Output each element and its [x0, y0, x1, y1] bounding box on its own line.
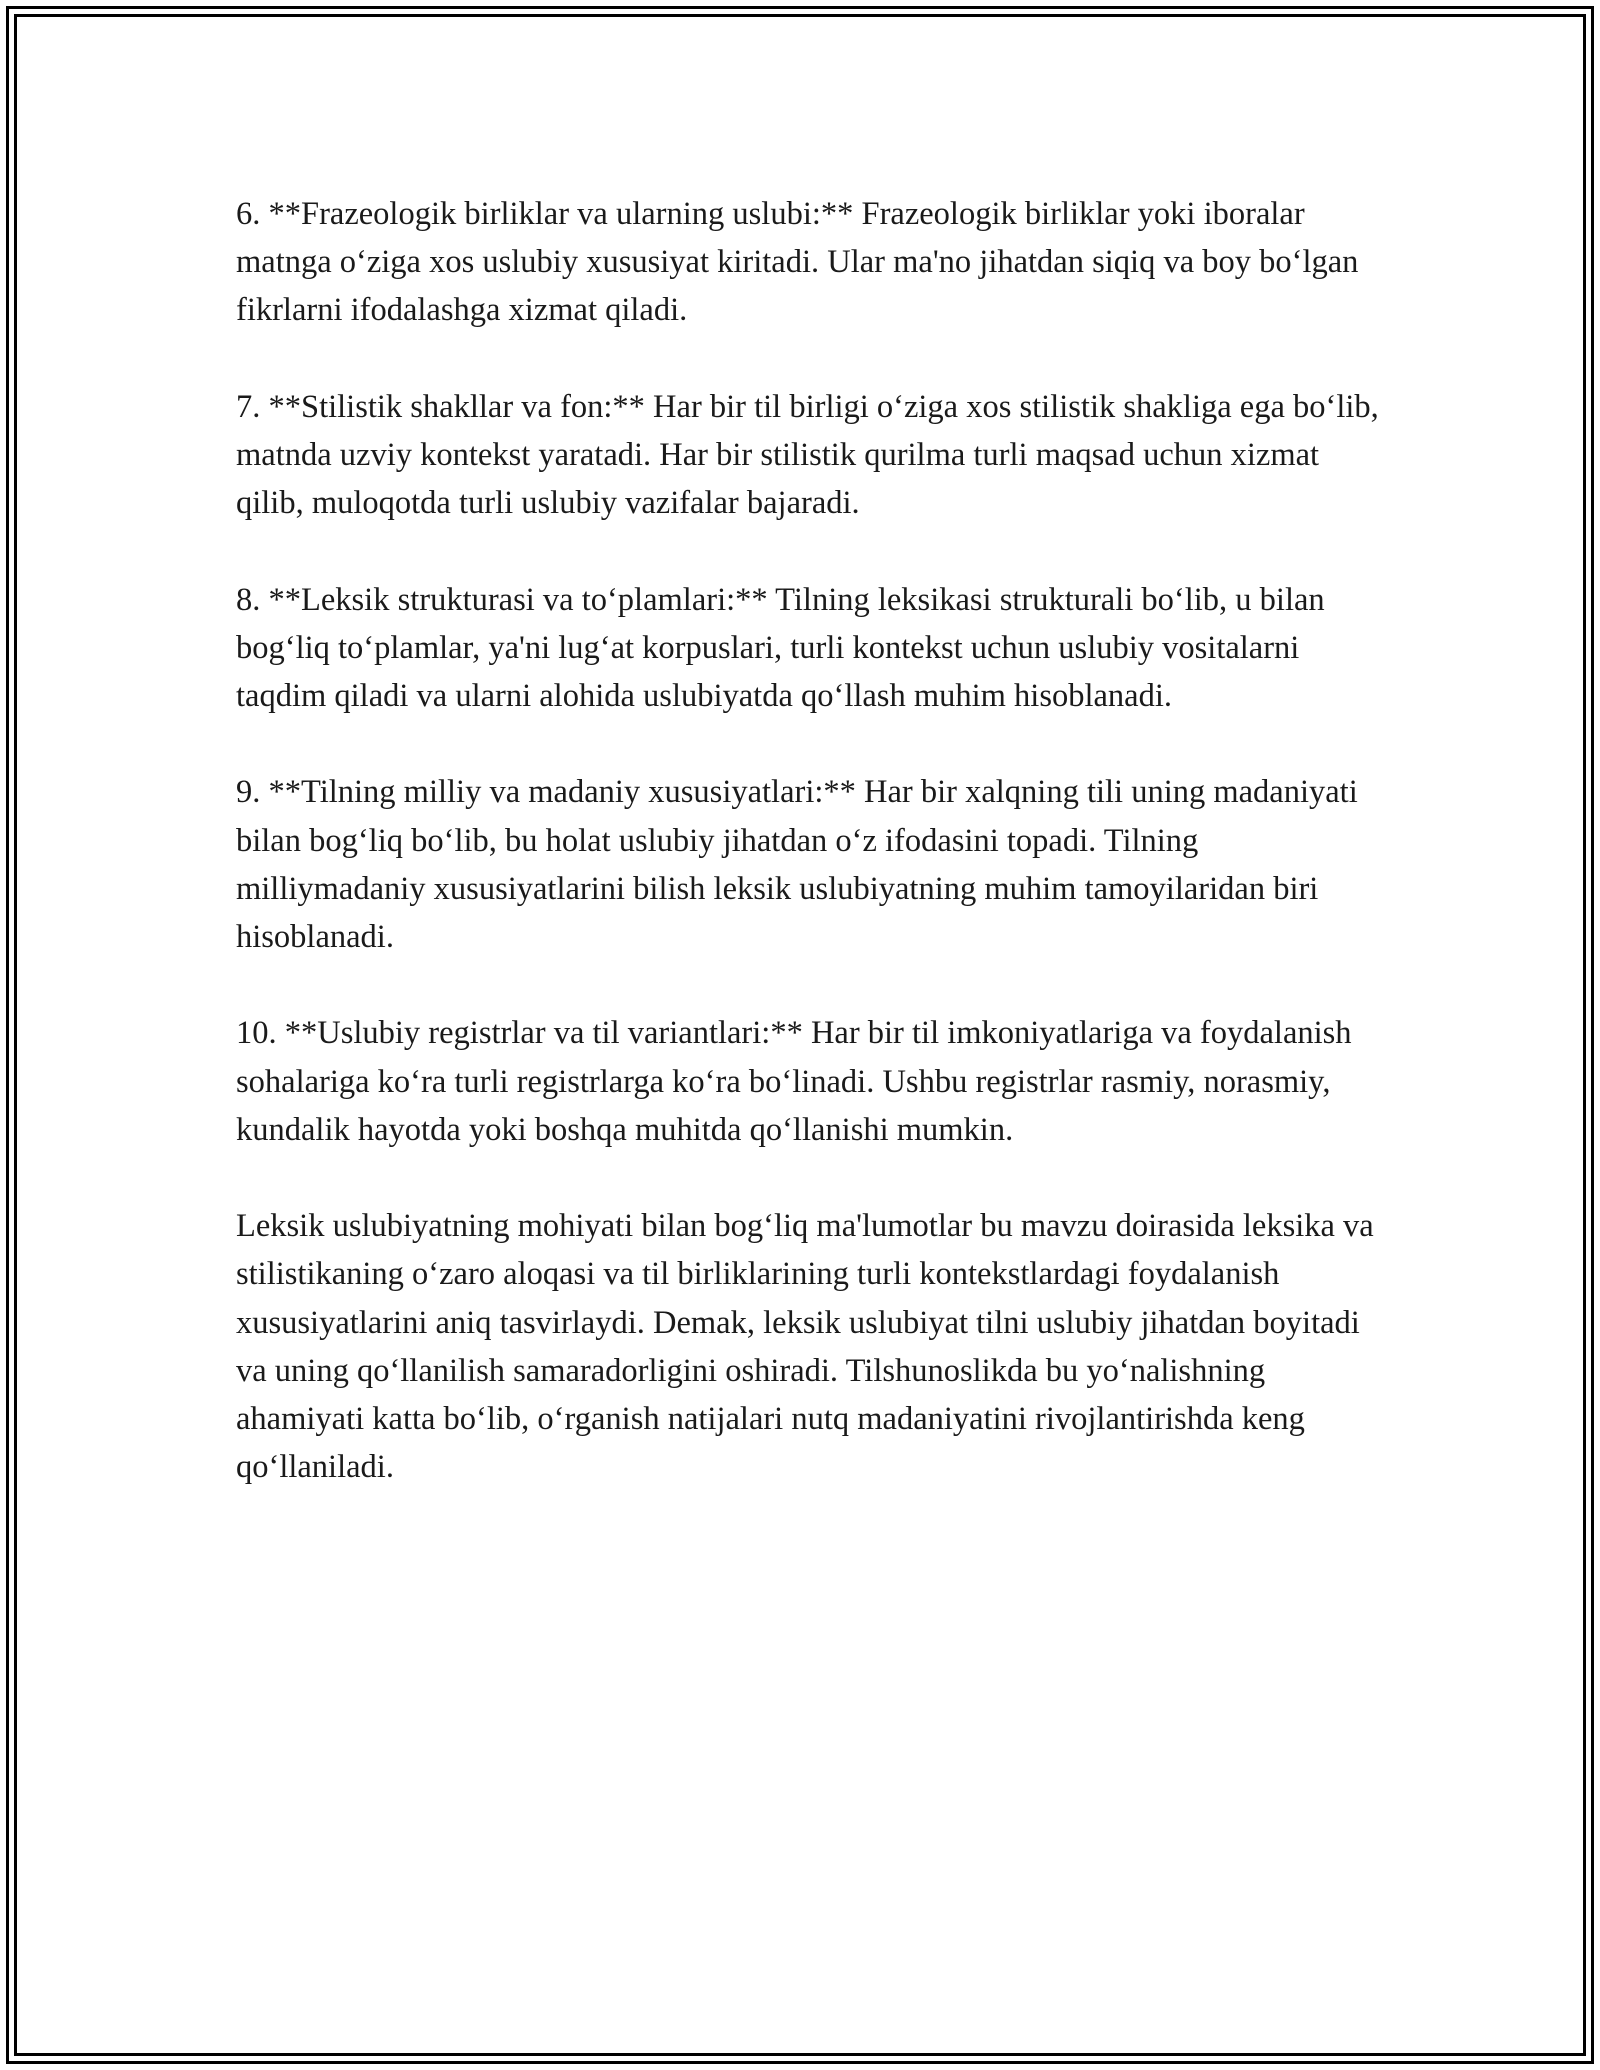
- paragraph-stilistik-shakllar: 7. **Stilistik shakllar va fon:** Har bir til birligi o‘ziga xos stilistik shakliga ega bo‘lib, matnda uzviy kontekst yaratadi. Har bir stilistik qurilma turli maqsad uchun xizmat qilib, muloqotda turli uslubiy vazifalar bajaradi.: [236, 388, 1379, 522]
- paragraph-uslubiy-registrlar: 10. **Uslubiy registrlar va til variantlari:** Har bir til imkoniyatlariga va foydalanish sohalariga ko‘ra turli registrlarga ko‘ra bo‘linadi. Ushbu registrlar rasmiy, norasmiy, kundalik hayotda yoki boshqa muhitda qo‘llanishi mumkin.: [236, 1015, 1352, 1148]
- paragraph-frazeologik-birliklar: 6. **Frazeologik birliklar va ularning uslubi:** Frazeologik birliklar yoki iboralar matnga o‘ziga xos uslubiy xususiyat kiritadi. Ular ma'no jihatdan siqiq va boy bo‘lgan fikrlarni ifodalashga xizmat qiladi.: [236, 196, 1359, 329]
- paragraph-conclusion: Leksik uslubiyatning mohiyati bilan bog‘liq ma'lumotlar bu mavzu doirasida leksika va stilistikaning o‘zaro aloqasi va til birliklarining turli kontekstlardagi foydalanish xususiyatlarini aniq tasvirlaydi. Demak, leksik uslubiyat tilni uslubiy jihatdan boyitadi va uning qo‘llanilish samaradorligini oshiradi. Tilshunoslikda bu yo‘nalishning ahamiyati katta bo‘lib, o‘rganish natijalari nutq madaniyatini rivojlantirishda keng qo‘llaniladi.: [236, 1208, 1374, 1486]
- document-body: [236, 190, 1386, 1540]
- paragraph-milliy-madaniy: 9. **Tilning milliy va madaniy xususiyatlari:** Har bir xalqning tili uning madaniyati bilan bog‘liq bo‘lib, bu holat uslubiy jihatdan o‘z ifodasini topadi. Tilning milliymadaniy xususiyatlarini bilish leksik uslubiyatning muhim tamoyilaridan biri hisoblanadi.: [236, 774, 1358, 955]
- paragraph-leksik-strukturasi: 8. **Leksik strukturasi va to‘plamlari:** Tilning leksikasi strukturali bo‘lib, u bilan bog‘liq to‘plamlar, ya'ni lug‘at korpuslari, turli kontekst uchun uslubiy vositalarni taqdim qiladi va ularni alohida uslubiyatda qo‘llash muhim hisoblanadi.: [236, 581, 1325, 714]
